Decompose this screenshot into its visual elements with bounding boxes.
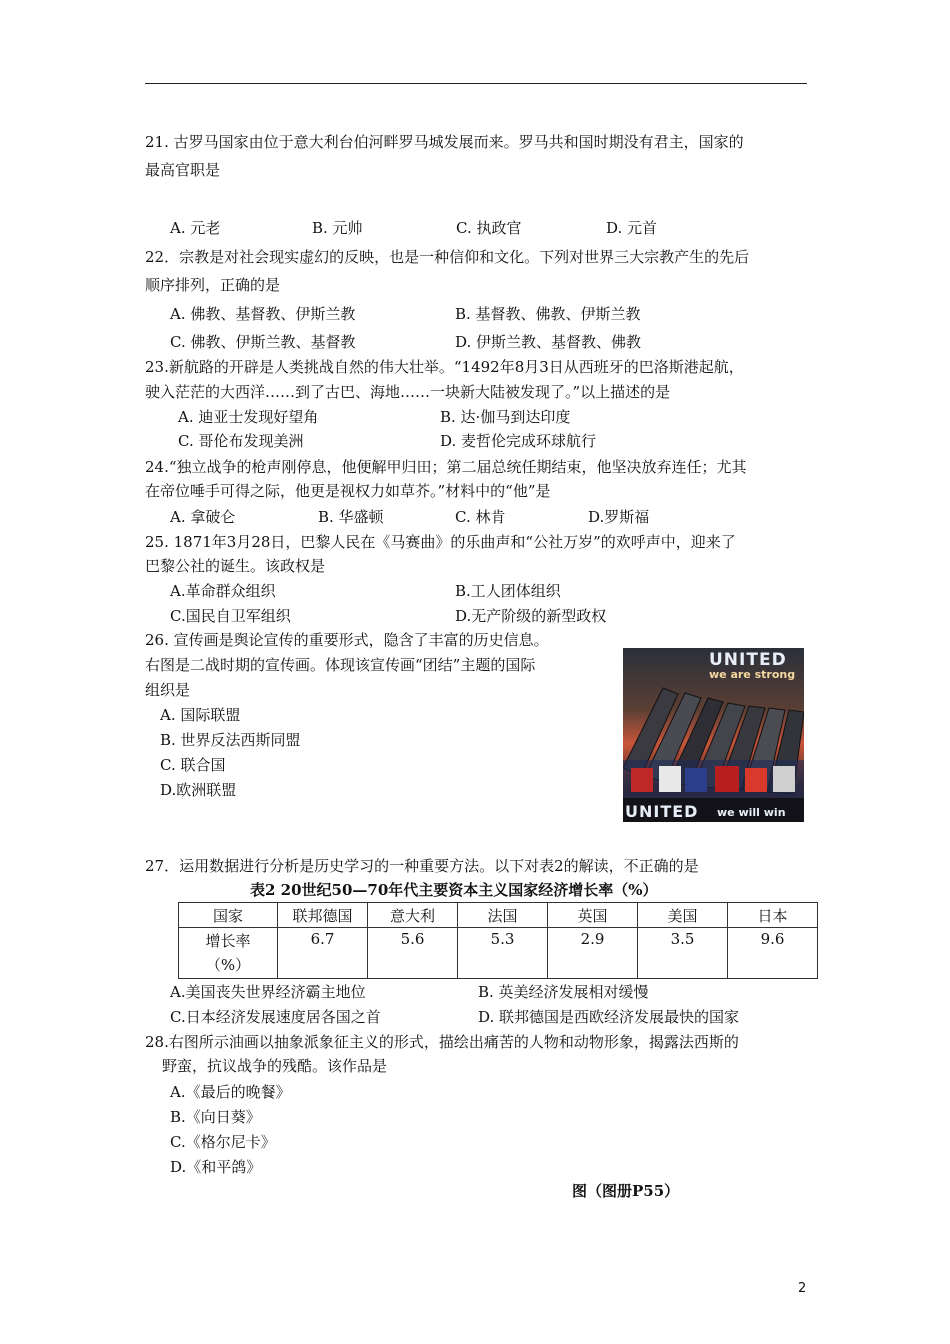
q24-option-a: A. 拿破仑: [170, 508, 236, 526]
q21-option-b: B. 元帅: [312, 219, 363, 237]
table-header-cell: 美国: [638, 903, 728, 928]
q26-option-c: C. 联合国: [160, 756, 226, 774]
table-header-cell: 意大利: [368, 903, 458, 928]
figure-caption: 图（图册P55）: [572, 1182, 680, 1200]
table-header-cell: 日本: [728, 903, 818, 928]
q21-option-c: C. 执政官: [456, 219, 522, 237]
q27-option-a: A.美国丧失世界经济霸主地位: [170, 983, 366, 1001]
q26-stem-line3: 组织是: [145, 681, 191, 699]
table2-title: 表2 20世纪50—70年代主要资本主义国家经济增长率（%）: [250, 881, 658, 899]
q23-option-c: C. 哥伦布发现美洲: [178, 432, 304, 450]
table-cell: 9.6: [728, 928, 818, 979]
poster-subtitle-top: we are strong: [709, 668, 796, 681]
q26-stem-line2: 右图是二战时期的宣传画。体现该宣传画“团结”主题的国际: [145, 656, 536, 674]
q23-option-a: A. 迪亚士发现好望角: [178, 408, 319, 426]
row-label-line1: 增长率: [205, 932, 251, 950]
growth-rate-table: [178, 902, 818, 979]
table-header-cell: 法国: [458, 903, 548, 928]
q27-option-d: D. 联邦德国是西欧经济发展最快的国家: [478, 1008, 740, 1026]
q26-stem-line1: 26. 宣传画是舆论宣传的重要形式，隐含了丰富的历史信息。: [145, 631, 549, 649]
table-header-cell: 联邦德国: [278, 903, 368, 928]
q23-option-d: D. 麦哲伦完成环球航行: [440, 432, 597, 450]
q22-option-a: A. 佛教、基督教、伊斯兰教: [170, 305, 356, 323]
q21-stem-line1: 21. 古罗马国家由位于意大利台伯河畔罗马城发展而来。罗马共和国时期没有君主，国家的: [145, 133, 744, 151]
table-cell: 5.3: [458, 928, 548, 979]
q21-option-a: A. 元老: [170, 219, 221, 237]
q28-option-a: A.《最后的晚餐》: [170, 1083, 291, 1101]
q22-stem-line1: 22．宗教是对社会现实虚幻的反映，也是一种信仰和文化。下列对世界三大宗教产生的先后: [145, 248, 750, 266]
q22-option-c: C. 佛教、伊斯兰教、基督教: [170, 333, 356, 351]
q23-stem-line1: 23.新航路的开辟是人类挑战自然的伟大壮举。“1492年8月3日从西班牙的巴洛斯港起航，: [145, 358, 744, 376]
q23-stem-line2: 驶入茫茫的大西洋……到了古巴、海地……一块新大陆被发现了。”以上描述的是: [145, 383, 671, 401]
table-cell: 2.9: [548, 928, 638, 979]
q24-option-c: C. 林肯: [455, 508, 506, 526]
q24-stem-line2: 在帝位唾手可得之际，他更是视权力如草芥。”材料中的“他”是: [145, 482, 551, 500]
q25-option-a: A.革命群众组织: [170, 582, 276, 600]
poster-subtitle-bottom: we will win: [717, 806, 786, 819]
poster-title-top: UNITED: [709, 650, 787, 670]
q21-option-d: D. 元首: [606, 219, 658, 237]
q28-stem-line1: 28.右图所示油画以抽象派象征主义的形式，描绘出痛苦的人物和动物形象，揭露法西斯的: [145, 1033, 739, 1051]
q25-option-b: B.工人团体组织: [455, 582, 561, 600]
q27-stem: 27．运用数据进行分析是历史学习的一种重要方法。以下对表2的解读，不正确的是: [145, 857, 699, 875]
table-row: [179, 928, 818, 979]
q24-option-d: D.罗斯福: [588, 508, 650, 526]
table-header-cell: 英国: [548, 903, 638, 928]
q24-option-b: B. 华盛顿: [318, 508, 384, 526]
q28-option-d: D.《和平鸽》: [170, 1158, 262, 1176]
q27-option-b: B. 英美经济发展相对缓慢: [478, 983, 649, 1001]
q28-stem-line2: 野蛮，抗议战争的残酷。该作品是: [162, 1057, 388, 1075]
q25-option-c: C.国民自卫军组织: [170, 607, 291, 625]
q21-stem-line2: 最高官职是: [145, 161, 221, 179]
table-cell: 6.7: [278, 928, 368, 979]
q25-stem-line1: 25. 1871年3月28日，巴黎人民在《马赛曲》的乐曲声和“公社万岁”的欢呼声中，迎来了: [145, 533, 736, 551]
q24-stem-line1: 24.“独立战争的枪声刚停息，他便解甲归田；第二届总统任期结束，他坚决放弃连任；尤其: [145, 458, 747, 476]
q23-option-b: B. 达·伽马到达印度: [440, 408, 571, 426]
row-label-line2: （%）: [205, 956, 251, 974]
q27-option-c: C.日本经济发展速度居各国之首: [170, 1008, 381, 1026]
q25-option-d: D.无产阶级的新型政权: [455, 607, 607, 625]
united-poster-image: [623, 648, 804, 822]
header-rule: [145, 83, 807, 84]
table-cell: 5.6: [368, 928, 458, 979]
table-cell: 3.5: [638, 928, 728, 979]
q22-option-b: B. 基督教、佛教、伊斯兰教: [455, 305, 641, 323]
q26-option-b: B. 世界反法西斯同盟: [160, 731, 301, 749]
q26-option-a: A. 国际联盟: [160, 706, 241, 724]
page-number: 2: [798, 1281, 807, 1296]
q25-stem-line2: 巴黎公社的诞生。该政权是: [145, 557, 326, 575]
q22-option-d: D. 伊斯兰教、基督教、佛教: [455, 333, 642, 351]
q22-stem-line2: 顺序排列，正确的是: [145, 276, 281, 294]
table-header-row: [179, 903, 818, 928]
poster-title-bottom: UNITED: [625, 802, 699, 821]
q28-option-b: B.《向日葵》: [170, 1108, 261, 1126]
table-row-label: [179, 928, 278, 979]
q28-option-c: C.《格尔尼卡》: [170, 1133, 276, 1151]
table-header-cell: 国家: [179, 903, 278, 928]
q26-option-d: D.欧洲联盟: [160, 781, 237, 799]
